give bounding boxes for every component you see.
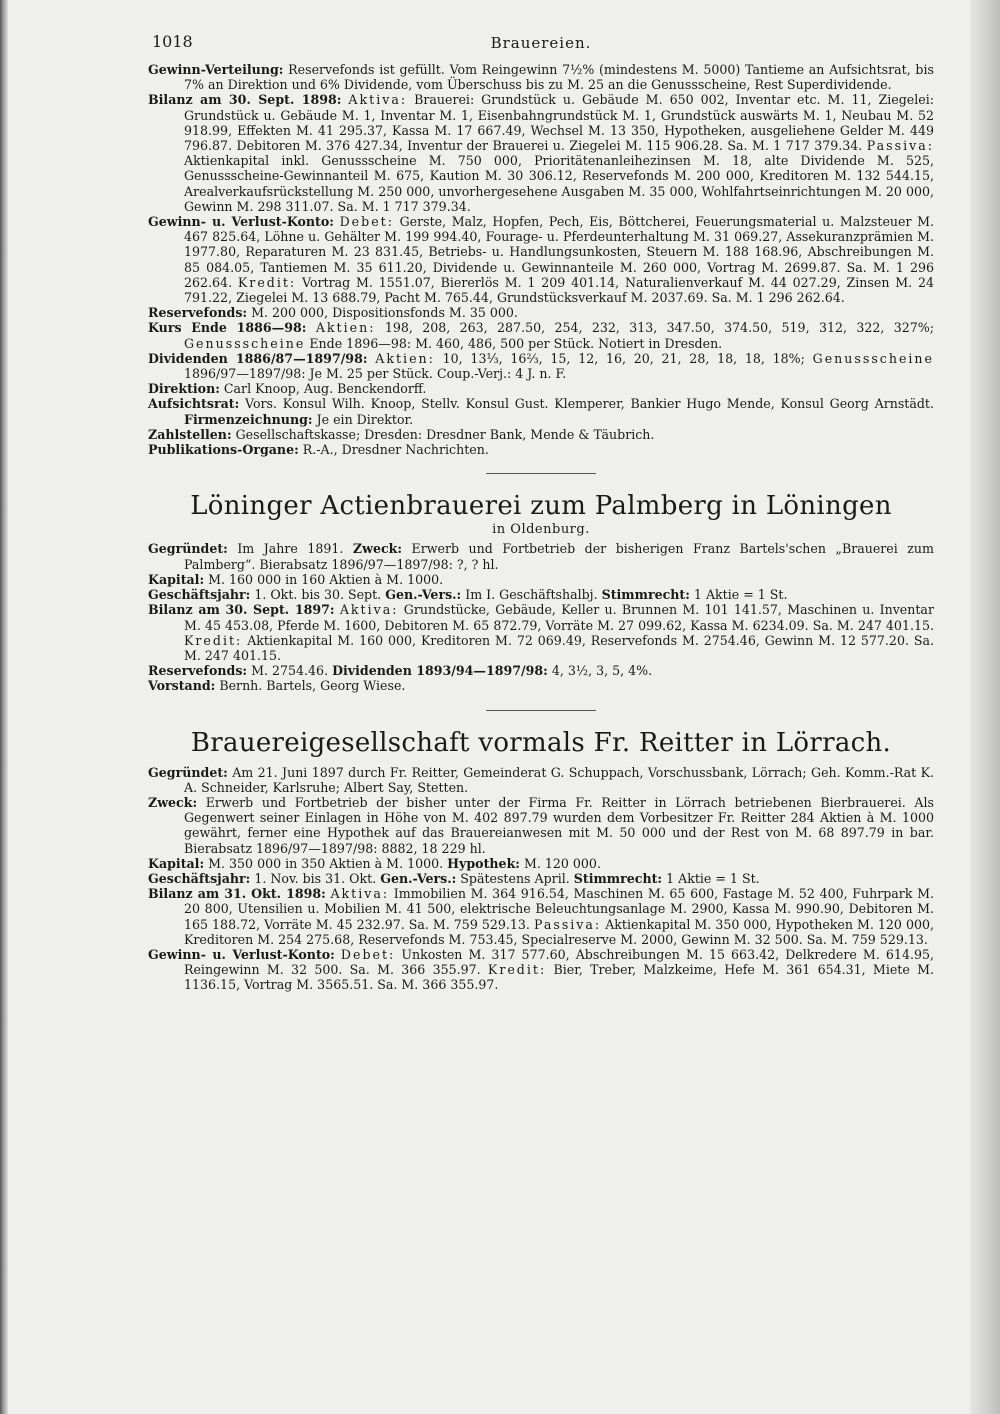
label-aktiva: Aktiva:: [330, 886, 390, 902]
entry-bilanz-1897: [148, 602, 934, 663]
text-div-genussscheine: 1896/97—1897/98: Je M. 25 per Stück. Coup.-Verj.: 4 J. n. F.: [184, 366, 567, 382]
text-debet: Gerste, Malz, Hopfen, Pech, Eis, Böttcherei, Feuerungsmaterial u. Malzsteuer M. 467 825.64, Löhne u. Gehälter M. 199 994.40, Fourage- u. Pferdeunterhaltung M. 31 069.27, Assekuranzprämien M. 1977.80, Reparaturen M. 23 831.45, Betriebs- u. Handlungsunkosten, Steuern M. 188 168.96, Abschreibungen M. 85 084.05, Tantiemen M. 35 611.20, Dividende u. Gewinnanteile M. 260 000, Vortrag M. 2699.87. Sa. M. 1 296 262.64.: [184, 214, 935, 290]
entry-gegruendet: [148, 765, 934, 795]
text-kurs-genussscheine: Ende 1896—98: M. 460, 486, 500 per Stück. Notiert in Dresden.: [309, 335, 723, 351]
label-firmenzeichnung: Firmenzeichnung:: [184, 411, 313, 427]
text-kapital: M. 350 000 in 350 Aktien à M. 1000.: [208, 855, 444, 871]
company-subtitle-loeningen: in Oldenburg.: [492, 522, 590, 538]
label-div-genussscheine: Genussscheine: [812, 350, 934, 366]
label-gewinn-verlust: Gewinn- u. Verlust-Konto:: [148, 946, 335, 962]
company-title-loerrach: Brauereigesellschaft vormals Fr. Reitter in Lörrach.: [190, 727, 892, 758]
label-debet: Debet:: [339, 214, 394, 230]
label-dividenden: Dividenden 1886/87—1897/98:: [148, 350, 368, 366]
label-bilanz: Bilanz am 30. Sept. 1897:: [148, 602, 335, 618]
text-aufsichtsrat: Vors. Konsul Wilh. Knoop, Stellv. Konsul Gust. Klemperer, Bankier Hugo Mende, Konsul Georg Arnstädt.: [245, 396, 934, 412]
section-divider: [486, 710, 596, 711]
text-firmenzeichnung: Je ein Direktor.: [316, 411, 414, 427]
label-dividenden: Dividenden 1893/94—1897/98:: [332, 663, 548, 679]
label-kurs: Kurs Ende 1886—98:: [148, 320, 307, 336]
label-gen-vers: Gen.-Vers.:: [380, 870, 457, 886]
entry-geschaeftsjahr: [148, 587, 934, 602]
entry-kapital: [148, 856, 934, 871]
text-stimmrecht: 1 Aktie = 1 St.: [666, 870, 760, 886]
text-zweck: Erwerb und Fortbetrieb der bisher unter der Firma Fr. Reitter in Lörrach betriebenen Bierbrauerei. Als Gegenwert seiner Einlagen in Höhe von M. 402 897.79 wurden dem Vorbesitzer Fr. Reitter 284 Aktien à M. 1000 gewährt, ferner eine Hypothek auf das Brauereianwesen mit M. 50 000 und der Rest von M. 68 897.79 in bar. Bierabsatz 1896/97—1897/98: 8882, 18 229 hl.: [184, 794, 934, 856]
entry-reservefonds-dividenden: [148, 663, 934, 678]
text-gen-vers: Spätestens April.: [460, 870, 570, 886]
document-page: [148, 34, 934, 993]
section-divider: [486, 473, 596, 474]
text-passiva: Aktienkapital inkl. Genussscheine M. 750 000, Prioritätenanleihezinsen M. 18, alte Dividende M. 525, Genussscheine-Gewinnanteil M. 675, Kaution M. 30 306.12, Reservefonds M. 200 000, Kreditoren M. 132 544.15, Arealverkaufsrückstellung M. 250 000, unvorhergesehene Ausgaben M. 35 000, Wohlfahrtseinrichtungen M. 20 000, Gewinn M. 298 311.07. Sa. M. 1 717 379.34.: [184, 153, 934, 214]
text-gewinn-verteilung: Reservefonds ist gefüllt. Vom Reingewinn 7½% (mindestens M. 5000) Tantieme an Aufsichtsrat, bis 7% an Direktion und 6% Dividende, vom Überschuss bis zu M. 25 an die Genussscheine, Rest Superdividende.: [184, 62, 934, 93]
entry-bilanz-1898: [148, 92, 934, 214]
label-zahlstellen: Zahlstellen:: [148, 426, 232, 442]
text-zweck: Erwerb und Fortbetrieb der bisherigen Franz Bartels'schen „Brauerei zum Palmberg“. Bierabsatz 1896/97—1897/98: ?, ? hl.: [184, 541, 934, 572]
text-gegruendet: Am 21. Juni 1897 durch Fr. Reitter, Gemeinderat G. Schuppach, Vorschussbank, Lörrach; Geh. Komm.-Rat K. A. Schneider, Karlsruhe; Albert Say, Stetten.: [184, 764, 934, 795]
label-bilanz: Bilanz am 30. Sept. 1898:: [148, 92, 342, 108]
text-kredit: Vortrag M. 1551.07, Biererlös M. 1 209 401.14, Naturalienverkauf M. 44 027.29, Zinsen M. 24 791.22, Ziegelei M. 13 688.79, Pacht M. 765.44, Grundstücksverkauf M. 2037.69. Sa. M. 1 296 262.64.: [184, 274, 934, 306]
label-publikations-organe: Publikations-Organe:: [148, 442, 299, 458]
text-stimmrecht: 1 Aktie = 1 St.: [693, 587, 788, 603]
text-geschaeftsjahr: 1. Okt. bis 30. Sept.: [254, 587, 382, 603]
entry-vorstand: [148, 678, 934, 693]
label-gewinn-verteilung: Gewinn-Verteilung:: [148, 62, 284, 77]
page-right-edge: [970, 0, 1000, 1414]
label-passiva: Passiva:: [866, 138, 934, 154]
text-gegruendet: Im Jahre 1891.: [237, 541, 344, 557]
label-gewinn-verlust: Gewinn- u. Verlust-Konto:: [148, 214, 334, 230]
label-stimmrecht: Stimmrecht:: [601, 587, 690, 603]
running-head: Brauereien.: [490, 34, 592, 52]
company-title-loeningen: Löninger Actienbrauerei zum Palmberg in Löningen: [190, 491, 892, 522]
label-geschaeftsjahr: Geschäftsjahr:: [148, 870, 251, 886]
entry-aufsichtsrat: [148, 396, 934, 426]
entry-zahlstellen: [148, 427, 934, 442]
entry-zweck: [148, 795, 934, 856]
label-kapital: Kapital:: [148, 855, 205, 871]
entry-kapital: [148, 572, 934, 587]
label-gegruendet: Gegründet:: [148, 764, 228, 780]
text-debet: Unkosten M. 317 577.60, Abschreibungen M. 15 663.42, Delkredere M. 614.95, Reingewinn M. 32 500. Sa. M. 366 355.97.: [184, 946, 934, 978]
text-vorstand: Bernh. Bartels, Georg Wiese.: [219, 678, 406, 694]
entry-gewinn-verteilung: [148, 62, 934, 92]
label-gen-vers: Gen.-Vers.:: [385, 587, 462, 603]
text-geschaeftsjahr: 1. Nov. bis 31. Okt.: [254, 870, 377, 886]
label-geschaeftsjahr: Geschäftsjahr:: [148, 587, 251, 603]
label-kredit: Kredit:: [237, 274, 297, 290]
label-bilanz: Bilanz am 31. Okt. 1898:: [148, 886, 326, 902]
text-kredit: Bier, Treber, Malzkeime, Hefe M. 361 654.31, Miete M. 1136.15, Vortrag M. 3565.51. Sa. M. 366 355.97.: [184, 962, 934, 993]
label-passiva: Passiva:: [533, 916, 602, 932]
text-gen-vers: Im I. Geschäftshalbj.: [465, 587, 598, 603]
entry-bilanz-1898: [148, 886, 934, 947]
text-div-aktien: 10, 13⅓, 16⅔, 15, 12, 16, 20, 21, 28, 18, 18, 18%;: [442, 350, 805, 366]
entry-dividenden: [148, 351, 934, 381]
book-binding-edge: [0, 0, 8, 1414]
entry-gewinn-verlust: [148, 947, 934, 993]
label-aufsichtsrat: Aufsichtsrat:: [148, 396, 240, 412]
entry-geschaeftsjahr: [148, 871, 934, 886]
entry-direktion: [148, 381, 934, 396]
text-kapital: M. 160 000 in 160 Aktien à M. 1000.: [208, 571, 444, 587]
label-reservefonds: Reservefonds:: [148, 305, 248, 321]
label-direktion: Direktion:: [148, 381, 220, 397]
label-aktiva: Aktiva:: [339, 602, 399, 618]
label-aktiva: Aktiva:: [348, 92, 408, 108]
text-direktion: Carl Knoop, Aug. Benckendorff.: [223, 381, 427, 397]
text-aktiva: Immobilien M. 364 916.54, Maschinen M. 65 600, Fastage M. 52 400, Fuhrpark M. 20 800, Utensilien u. Mobilien M. 41 500, elektrische Beleuchtungsanlage M. 2900, Kassa M. 990.90, Debitoren M. 165 188.72, Vorräte M. 45 232.97. Sa. M. 759 529.13.: [184, 886, 934, 932]
entry-reservefonds: [148, 305, 934, 320]
label-zweck: Zweck:: [352, 541, 403, 557]
label-kurs-genussscheine: Genussscheine: [184, 335, 306, 351]
label-kredit: Kredit:: [184, 632, 243, 648]
label-kredit: Kredit:: [487, 962, 547, 978]
label-kapital: Kapital:: [148, 571, 205, 587]
text-kredit: Aktienkapital M. 160 000, Kreditoren M. 72 069.49, Reservefonds M. 2754.46, Gewinn M. 12 577.20. Sa. M. 247 401.15.: [184, 632, 934, 663]
label-stimmrecht: Stimmrecht:: [573, 870, 663, 886]
text-zahlstellen: Gesellschaftskasse; Dresden: Dresdner Bank, Mende & Täubrich.: [235, 426, 655, 442]
label-kurs-aktien: Aktien:: [315, 320, 376, 336]
text-reservefonds: M. 2754.46.: [251, 663, 329, 679]
label-reservefonds: Reservefonds:: [148, 663, 248, 679]
text-dividenden: 4, 3½, 3, 5, 4%.: [551, 663, 653, 679]
text-aktiva: Grundstücke, Gebäude, Keller u. Brunnen M. 101 141.57, Maschinen u. Inventar M. 45 453.08, Pferde M. 1600, Debitoren M. 65 872.79, Vorräte M. 27 099.62, Kassa M. 6234.09. Sa. M. 247 401.15.: [184, 602, 934, 633]
entry-gegruendet: [148, 541, 934, 571]
label-hypothek: Hypothek:: [447, 855, 520, 871]
label-gegruendet: Gegründet:: [148, 541, 228, 557]
text-passiva: Aktienkapital M. 350 000, Hypotheken M. 120 000, Kreditoren M. 254 275.68, Reservefonds M. 753.45, Specialreserve M. 2000, Gewinn M. 32 500. Sa. M. 759 529.13.: [184, 916, 934, 947]
page-number: 1018: [152, 32, 193, 51]
page-header: [148, 34, 934, 56]
label-zweck: Zweck:: [148, 794, 198, 810]
text-publikations-organe: R.-A., Dresdner Nachrichten.: [302, 442, 489, 458]
label-vorstand: Vorstand:: [148, 678, 216, 694]
text-kurs-aktien: 198, 208, 263, 287.50, 254, 232, 313, 347.50, 374.50, 519, 312, 322, 327%;: [384, 320, 934, 336]
entry-publikations-organe: [148, 442, 934, 457]
text-reservefonds: M. 200 000, Dispositionsfonds M. 35 000.: [251, 305, 518, 321]
entry-kurs: [148, 320, 934, 350]
label-debet: Debet:: [340, 946, 396, 962]
text-hypothek: M. 120 000.: [523, 855, 601, 871]
entry-gewinn-verlust: [148, 214, 934, 305]
text-aktiva: Brauerei: Grundstück u. Gebäude M. 650 002, Inventar etc. M. 11, Ziegelei: Grundstück u. Gebäude M. 1, Inventar M. 1, Eisenbahngrundstück M. 1, Grundstück auswärts M. 1, Neubau M. 52 918.99, Effekten M. 41 295.37, Kassa M. 17 667.49, Wechsel M. 13 350, Hypotheken, ausgeliehene Gelder M. 449 796.87. Debitoren M. 376 427.34, Inventur der Brauerei u. Ziegelei M. 115 906.28. Sa. M. 1 717 379.34.: [184, 92, 934, 154]
label-div-aktien: Aktien:: [375, 350, 435, 366]
